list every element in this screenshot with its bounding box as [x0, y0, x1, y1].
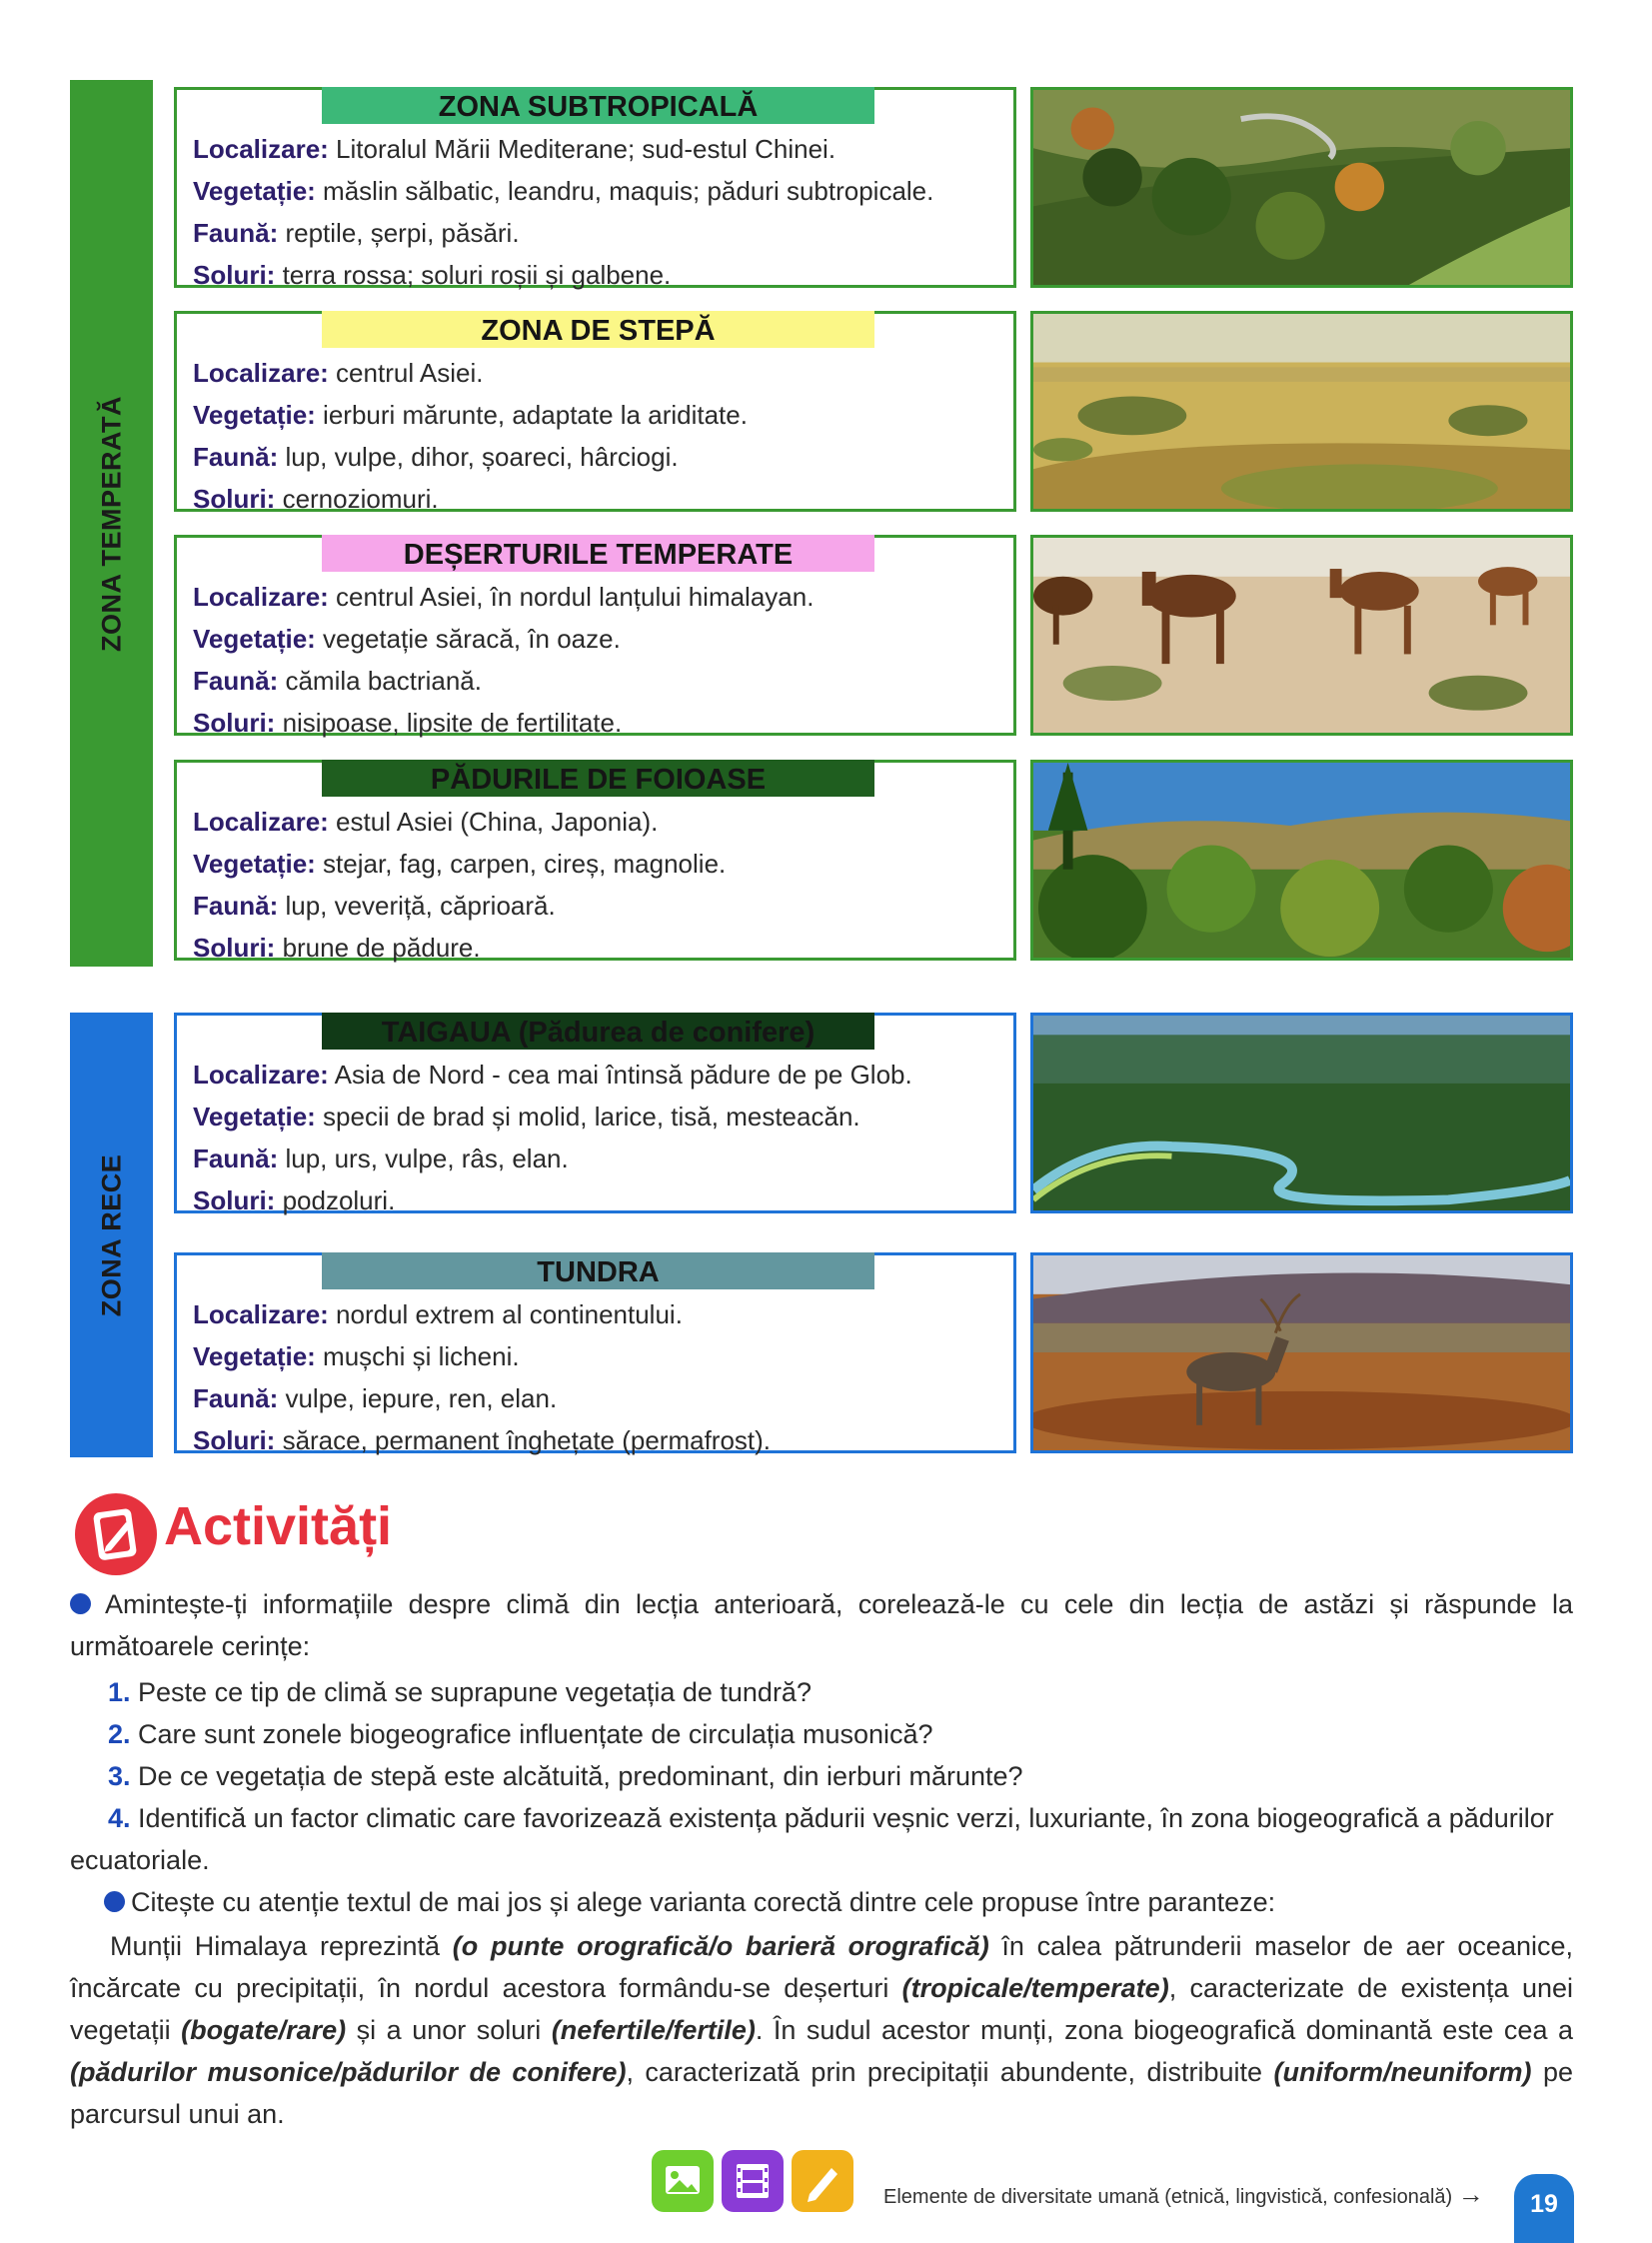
attribute-label: Vegetație: — [193, 849, 316, 879]
pencil-icon — [792, 2150, 853, 2217]
zone-title: TAIGAUA (Pădurea de conifere) — [322, 1013, 874, 1050]
attribute-label: Faună: — [193, 1143, 279, 1173]
attribute-value: lup, urs, vulpe, râs, elan. — [278, 1143, 569, 1173]
attribute-label: Vegetație: — [193, 1341, 316, 1371]
zone-attribute-row — [193, 576, 1003, 618]
question-3: 3. De ce vegetația de stepă este alcătuită, predominant, din ierburi mărunte? — [108, 1761, 1023, 1791]
question-1: 1. Peste ce tip de climă se suprapune vegetația de tundră? — [108, 1677, 812, 1707]
attribute-label: Vegetație: — [193, 400, 316, 430]
attribute-value: Litoralul Mării Mediterane; sud-estul Chinei. — [328, 134, 836, 164]
attribute-value: terra rossa; soluri roșii și galbene. — [275, 260, 672, 290]
attribute-value: cernoziomuri. — [275, 484, 439, 514]
zone-card — [174, 535, 1016, 736]
answer-choice: (nefertile/fertile) — [551, 2015, 756, 2045]
zone-attribute-row — [193, 254, 1003, 296]
attribute-label: Localizare: — [193, 807, 329, 837]
attribute-value: lup, veveriță, căprioară. — [278, 891, 556, 921]
zone-title: ZONA DE STEPĂ — [322, 311, 874, 348]
attribute-value: măslin sălbatic, leandru, maquis; păduri subtropicale. — [315, 176, 934, 206]
bullet-icon — [70, 1593, 91, 1614]
attribute-label: Localizare: — [193, 582, 329, 612]
attribute-label: Localizare: — [193, 358, 329, 388]
zone-attribute-row — [193, 801, 1003, 843]
zone-attribute-row — [193, 1335, 1003, 1377]
tundra-reindeer-photo — [1030, 1252, 1573, 1453]
attribute-value: nordul extrem al continentului. — [328, 1299, 683, 1329]
zone-attribute-row — [193, 212, 1003, 254]
answer-choice: (o punte orografică/o barieră orografică) — [452, 1931, 989, 1961]
zone-attribute-row — [193, 1096, 1003, 1137]
answer-choice: (uniform/neuniform) — [1273, 2057, 1532, 2087]
attribute-value: cămila bactriană. — [278, 666, 482, 696]
steppe-grassland-photo — [1030, 311, 1573, 512]
zone-attribute-row — [193, 702, 1003, 744]
attribute-label: Faună: — [193, 218, 279, 248]
attribute-value: vegetație săracă, în oaze. — [315, 624, 621, 654]
attribute-value: reptile, șerpi, păsări. — [278, 218, 520, 248]
zone-attribute-row — [193, 1377, 1003, 1419]
attribute-value: estul Asiei (China, Japonia). — [328, 807, 659, 837]
attribute-label: Localizare: — [193, 1299, 329, 1329]
passage-segment: pe parcursul unui an. — [70, 2057, 1573, 2129]
zone-attribute-row — [193, 1419, 1003, 1461]
attribute-value: stejar, fag, carpen, cireș, magnolie. — [315, 849, 727, 879]
question-2: 2. Care sunt zonele biogeografice influențate de circulația musonică? — [108, 1719, 933, 1749]
zone-card — [174, 760, 1016, 961]
question-4: 4. Identifică un factor climatic care favorizează existența pădurii veșnic verzi, luxuriante, în zona biogeografică a pădurilor — [108, 1803, 1554, 1833]
attribute-value: nisipoase, lipsite de fertilitate. — [275, 708, 623, 738]
zone-attribute-row — [193, 1054, 1003, 1096]
passage-segment: și a unor soluri — [346, 2015, 552, 2045]
zone-attribute-row — [193, 352, 1003, 394]
arrow-right-icon: → — [1457, 2179, 1484, 2209]
attribute-value: centrul Asiei. — [328, 358, 484, 388]
zone-attribute-row — [193, 478, 1003, 520]
zone-attribute-row — [193, 1179, 1003, 1221]
activities-intro — [70, 1583, 1573, 1667]
attribute-label: Soluri: — [193, 1185, 276, 1215]
answer-choice: (pădurilor musonice/pădurilor de conifere) — [70, 2057, 627, 2087]
instruction-text: Citește cu atenție textul de mai jos și alege varianta corectă dintre cele propuse între paranteze: — [131, 1887, 1276, 1917]
zone-attribute-row — [193, 436, 1003, 478]
zone-title: PĂDURILE DE FOIOASE — [322, 760, 874, 797]
zone-attribute-row — [193, 843, 1003, 885]
temperate-zone-label: ZONA TEMPERATĂ — [96, 395, 126, 652]
film-button[interactable] — [722, 2150, 784, 2212]
passage-segment: , caracterizată prin precipitații abundente, distribuite — [626, 2057, 1274, 2087]
temperate-zone-sidebar — [70, 80, 153, 967]
passage-segment: , caracterizate de existența unei vegetații — [70, 1973, 1574, 2045]
answer-choice: (bogate/rare) — [181, 2015, 347, 2045]
zone-title: TUNDRA — [322, 1252, 874, 1289]
answer-choice: (tropicale/temperate) — [901, 1973, 1169, 2003]
attribute-label: Soluri: — [193, 708, 276, 738]
activities-pencil-icon — [74, 1492, 158, 1576]
zone-title: ZONA SUBTROPICALĂ — [322, 87, 874, 124]
bactrian-camels-photo — [1030, 535, 1573, 736]
film-icon — [722, 2150, 784, 2217]
attribute-value: vulpe, iepure, ren, elan. — [278, 1383, 558, 1413]
passage-text — [70, 1925, 1573, 2135]
zone-attribute-row — [193, 1293, 1003, 1335]
attribute-value: centrul Asiei, în nordul lanțului himalayan. — [328, 582, 815, 612]
attribute-label: Soluri: — [193, 484, 276, 514]
passage-segment: Munții Himalaya reprezintă — [110, 1931, 453, 1961]
attribute-label: Localizare: — [193, 134, 329, 164]
attribute-label: Soluri: — [193, 933, 276, 963]
image-icon — [652, 2150, 714, 2217]
passage-segment: în calea pătrunderii maselor de aer oceanice, încărcate cu precipitații, în nordul acestora formându-se deșerturi — [70, 1931, 1573, 2003]
attribute-value: podzoluri. — [275, 1185, 396, 1215]
attribute-label: Faună: — [193, 1383, 279, 1413]
attribute-label: Faună: — [193, 442, 279, 472]
deciduous-forest-photo — [1030, 760, 1573, 961]
cold-zone-sidebar — [70, 1013, 153, 1457]
zone-attribute-row — [193, 394, 1003, 436]
instruction — [108, 1881, 1573, 1923]
pencil-button[interactable] — [792, 2150, 853, 2212]
mediterranean-hills-photo — [1030, 87, 1573, 288]
intro-text: Amintește-ți informațiile despre climă din lecția anterioară, corelează-le cu cele din lecția de astăzi și răspunde la următoarele cerințe: — [70, 1589, 1573, 1661]
image-button[interactable] — [652, 2150, 714, 2212]
taiga-river-photo — [1030, 1013, 1573, 1213]
attribute-label: Faună: — [193, 891, 279, 921]
zone-attribute-row — [193, 128, 1003, 170]
attribute-value: Asia de Nord - cea mai întinsă pădure de pe Glob. — [328, 1060, 912, 1090]
zone-attribute-row — [193, 170, 1003, 212]
zone-attribute-row — [193, 1137, 1003, 1179]
attribute-label: Vegetație: — [193, 176, 316, 206]
attribute-value: specii de brad și molid, larice, tisă, mesteacăn. — [315, 1102, 860, 1131]
cold-zone-label: ZONA RECE — [96, 1153, 126, 1316]
zone-attribute-row — [193, 885, 1003, 927]
activities-title: Activități — [164, 1496, 393, 1556]
attribute-value: ierburi mărunte, adaptate la ariditate. — [315, 400, 748, 430]
attribute-value: lup, vulpe, dihor, șoareci, hârciogi. — [278, 442, 679, 472]
passage-segment: . În sudul acestor munți, zona biogeografică dominantă este cea a — [755, 2015, 1573, 2045]
zone-attribute-row — [193, 927, 1003, 969]
attribute-value: sărace, permanent înghețate (permafrost). — [275, 1425, 772, 1455]
bullet-icon — [104, 1891, 125, 1912]
attribute-label: Vegetație: — [193, 1102, 316, 1131]
attribute-label: Soluri: — [193, 1425, 276, 1455]
attribute-label: Faună: — [193, 666, 279, 696]
attribute-label: Soluri: — [193, 260, 276, 290]
zone-title: DEȘERTURILE TEMPERATE — [322, 535, 874, 572]
attribute-value: brune de pădure. — [275, 933, 481, 963]
zone-card — [174, 311, 1016, 512]
question-4-continued: ecuatoriale. — [70, 1845, 210, 1875]
zone-card — [174, 87, 1016, 288]
footer-text[interactable]: Elemente de diversitate umană (etnică, lingvistică, confesională) → — [883, 2179, 1484, 2209]
attribute-value: mușchi și licheni. — [315, 1341, 520, 1371]
zone-attribute-row — [193, 618, 1003, 660]
zone-card — [174, 1252, 1016, 1453]
attribute-label: Vegetație: — [193, 624, 316, 654]
attribute-label: Localizare: — [193, 1060, 329, 1090]
page-number: 19 — [1514, 2174, 1574, 2243]
zone-card — [174, 1013, 1016, 1213]
zone-attribute-row — [193, 660, 1003, 702]
